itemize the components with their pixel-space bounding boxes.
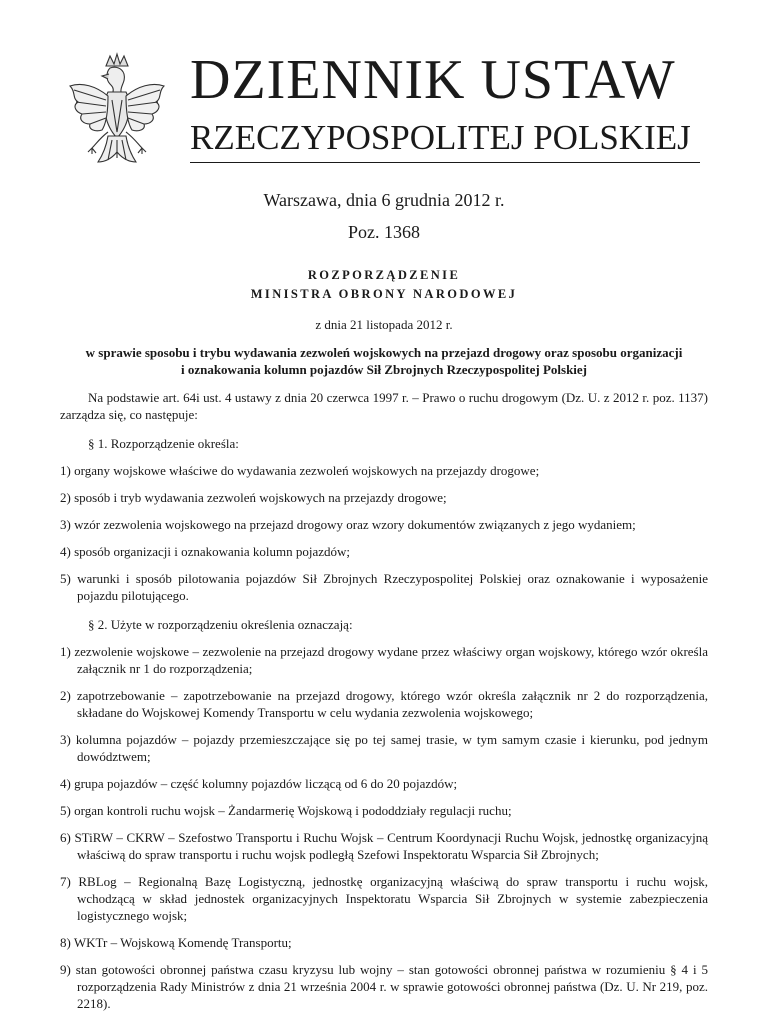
list-item [60, 829, 708, 863]
list-item [60, 731, 708, 765]
item-text: wzór zezwolenia wojskowego na przejazd drogowy oraz wzory dokumentów związanych z jego wydaniem; [74, 517, 636, 532]
item-text: sposób organizacji i oznakowania kolumn pojazdów; [74, 544, 351, 559]
section-2-list [60, 643, 708, 1012]
item-text: zapotrzebowanie – zapotrzebowanie na przejazd drogowy, którego wzór określa załącznik nr 2 do rozporządzenia, składane do Wojskowej Komendy Transportu w celu wydania zezwolenia wojskowego; [76, 688, 708, 720]
item-number: 4) [60, 544, 71, 559]
item-number: 9) [60, 962, 71, 977]
act-type: ROZPORZĄDZENIE [307, 268, 461, 282]
list-item [60, 516, 708, 533]
item-number: 3) [60, 517, 71, 532]
section-1-list [60, 462, 708, 604]
item-text: sposób i tryb wydawania zezwoleń wojskowych na przejazdy drogowe; [74, 490, 447, 505]
item-number: 1) [60, 463, 71, 478]
publication-date: Warszawa, dnia 6 grudnia 2012 r. [263, 190, 505, 210]
list-item [60, 802, 708, 819]
list-item [60, 961, 708, 1012]
item-number: 5) [60, 571, 71, 586]
item-text: STiRW – CKRW – Szefostwo Transportu i Ruchu Wojsk – Centrum Koordynacji Ruchu Wojsk, jednostkę organizacyjną właściwą do spraw transportu i ruchu wojsk podległą Szefowi Inspektoratu Wsparcia Sił Zbrojnych; [74, 830, 708, 862]
list-item [60, 462, 708, 479]
position-number: Poz. 1368 [348, 222, 420, 242]
list-item [60, 687, 708, 721]
item-text: zezwolenie wojskowe – zezwolenie na przejazd drogowy wydane przez właściwy organ wojskowy, którego wzór określa załącznik nr 1 do rozporządzenia; [74, 644, 708, 676]
masthead-divider [190, 162, 700, 163]
item-number: 1) [60, 644, 71, 659]
item-number: 8) [60, 935, 71, 950]
item-number: 3) [60, 732, 71, 747]
gazette-subtitle: RZECZYPOSPOLITEJ POLSKIEJ [190, 118, 691, 157]
list-item [60, 873, 708, 924]
item-text: grupa pojazdów – część kolumny pojazdów liczącą od 6 do 20 pojazdów; [74, 776, 458, 791]
item-number: 6) [60, 830, 71, 845]
item-text: organy wojskowe właściwe do wydawania zezwoleń wojskowych na przejazdy drogowe; [74, 463, 540, 478]
item-number: 2) [60, 490, 71, 505]
item-number: 5) [60, 803, 71, 818]
white-eagle-emblem-icon [62, 52, 172, 180]
section-2-heading: § 2. Użyte w rozporządzeniu określenia oznaczają: [88, 617, 353, 632]
act-date: z dnia 21 listopada 2012 r. [315, 317, 453, 332]
act-subject [60, 344, 708, 378]
list-item [60, 489, 708, 506]
item-number: 7) [60, 874, 71, 889]
item-text: organ kontroli ruchu wojsk – Żandarmerię Wojskową i pododdziały regulacji ruchu; [74, 803, 512, 818]
act-issuer: MINISTRA OBRONY NARODOWEJ [250, 287, 518, 301]
item-text: stan gotowości obronnej państwa czasu kryzysu lub wojny – stan gotowości obronnej państwa w rozumieniu § 4 i 5 rozporządzenia Rady Ministrów z dnia 21 września 2004 r. w sprawie gotowości obronnej państwa (Dz. U. Nr 219, poz. 2218). [75, 962, 708, 1011]
section-1-heading: § 1. Rozporządzenie określa: [88, 436, 239, 451]
list-item [60, 934, 708, 951]
legal-basis-intro: Na podstawie art. 64i ust. 4 ustawy z dnia 20 czerwca 1997 r. – Prawo o ruchu drogowym (Dz. U. z 2012 r. poz. 1137) zarządza się, co następuje: [60, 390, 708, 422]
item-text: kolumna pojazdów – pojazdy przemieszczające się po tej samej trasie, w tym samym czasie i kierunku, pod jednym dowództwem; [75, 732, 708, 764]
item-number: 4) [60, 776, 71, 791]
item-text: RBLog – Regionalną Bazę Logistyczną, jednostkę organizacyjną właściwą do spraw transportu i ruchu wojsk, wchodzącą w skład jednostek organizacyjnych Inspektoratu Wsparcia Sił Zbrojnych w systemie zabezpieczenia logistycznego wojsk; [77, 874, 709, 923]
gazette-title: DZIENNIK USTAW [190, 49, 676, 111]
list-item [60, 543, 708, 560]
item-number: 2) [60, 688, 71, 703]
act-subject-line-1: w sprawie sposobu i trybu wydawania zezwoleń wojskowych na przejazd drogowy oraz sposobu organizacji [85, 345, 683, 360]
list-item [60, 775, 708, 792]
list-item [60, 570, 708, 604]
item-text: warunki i sposób pilotowania pojazdów Sił Zbrojnych Rzeczypospolitej Polskiej oraz oznakowanie i wyposażenie pojazdu pilotującego. [77, 571, 708, 603]
document-body [60, 389, 708, 1012]
list-item [60, 643, 708, 677]
act-subject-line-2: i oznakowania kolumn pojazdów Sił Zbrojnych Rzeczypospolitej Polskiej [180, 362, 588, 377]
item-text: WKTr – Wojskową Komendę Transportu; [73, 935, 292, 950]
